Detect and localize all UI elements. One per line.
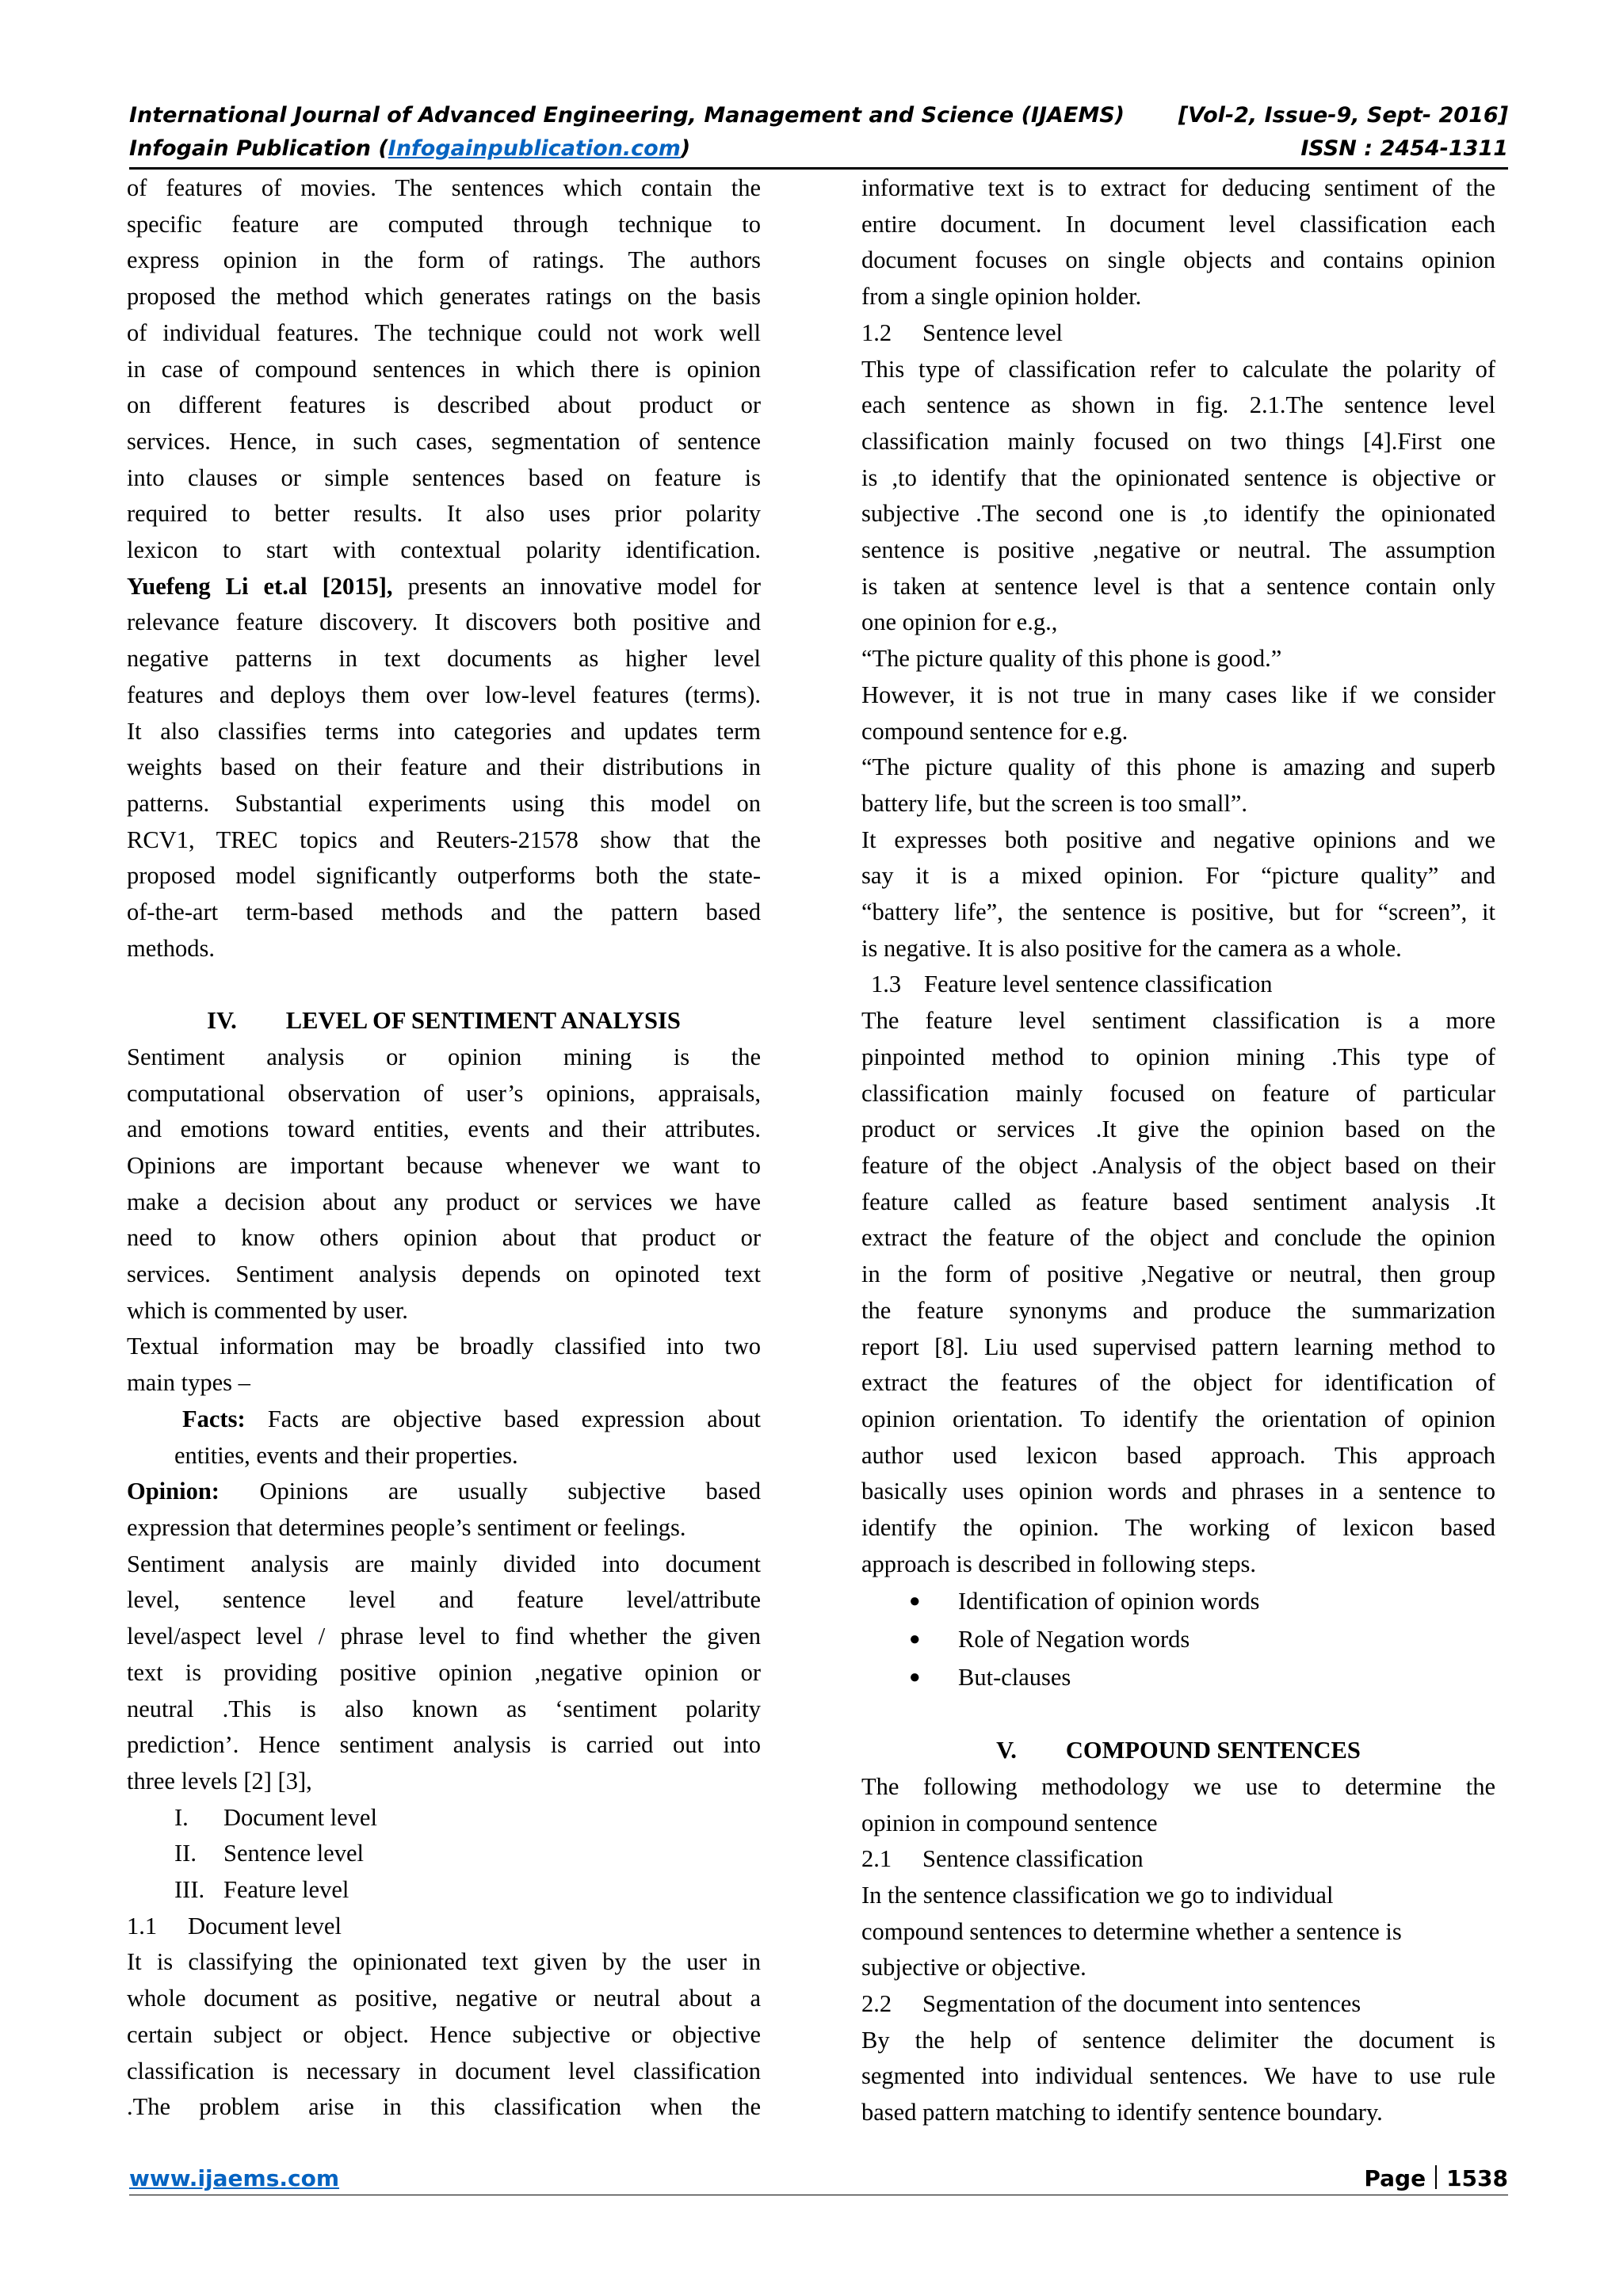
text-line: is taken at sentence level is that a sentence contain only (861, 572, 1495, 600)
text-line: services. Hence, in such cases, segmentation of sentence (127, 427, 761, 455)
facts-label: Facts: (182, 1405, 246, 1432)
text-line: segmented into individual sentences. We have to use rule (861, 2062, 1495, 2090)
text-line: proposed model significantly outperforms both the state- (127, 862, 761, 890)
publisher-link[interactable]: Infogainpublication.com (388, 136, 681, 161)
text-line: entities, events and their properties. (174, 1441, 518, 1469)
bullet-item: ● Role of Negation words (861, 1620, 1495, 1658)
subsection-heading: 1.2 Sentence level (861, 318, 1063, 346)
text-line: methods. (127, 934, 215, 962)
text-line: negative patterns in text documents as higher level (127, 645, 761, 673)
text-line: level, sentence level and feature level/attribute (127, 1586, 761, 1614)
text-line: The feature level sentiment classification is a more (861, 1007, 1495, 1035)
text-line: specific feature are computed through technique to (127, 210, 761, 238)
page-footer (129, 2163, 1508, 2195)
text-line: of-the-art term-based methods and the pattern based (127, 898, 761, 926)
text-line: required to better results. It also uses prior polarity (127, 500, 761, 528)
text-line: three levels [2] [3], (127, 1767, 312, 1794)
text-line: In the sentence classification we go to individual (861, 1881, 1334, 1909)
text-line: Opinions are important because whenever we want to (127, 1151, 761, 1179)
text-line: neutral .This is also known as ‘sentiment polarity (127, 1695, 761, 1722)
volume-info: [Vol-2, Issue-9, Sept- 2016] (1178, 103, 1508, 128)
bullet-icon: ● (909, 1629, 921, 1650)
text-line: compound sentence for e.g. (861, 717, 1128, 745)
quote-line: “The picture quality of this phone is good.” (861, 645, 1282, 673)
text-line: subjective .The second one is ,to identify the opinionated (861, 500, 1495, 528)
text-line: relevance feature discovery. It discovers both positive and (127, 608, 761, 636)
subsection-heading: 2.1 Sentence classification (861, 1845, 1144, 1873)
text-line: compound sentences to determine whether a sentence is (861, 1917, 1402, 1945)
text-line: of features of movies. The sentences which contain the (127, 174, 761, 201)
text-line: author used lexicon based approach. This approach (861, 1441, 1495, 1469)
text-line: one opinion for e.g., (861, 608, 1058, 636)
header-rule (129, 167, 1508, 170)
text-line: prediction’. Hence sentiment analysis is carried out into (127, 1731, 761, 1759)
level-list-item: II. Sentence level (174, 1840, 364, 1867)
website-link[interactable]: www.ijaems.com (129, 2165, 340, 2191)
text-line: entire document. In document level classification each (861, 210, 1495, 238)
text-line: RCV1, TREC topics and Reuters-21578 show that the (127, 826, 761, 853)
text-line: features and deploys them over low-level features (terms). (127, 681, 761, 708)
text-line: It expresses both positive and negative opinions and we (861, 826, 1495, 853)
text-line: informative text is to extract for deducing sentiment of the (861, 174, 1495, 201)
text-line: opinion orientation. To identify the orientation of opinion (861, 1405, 1495, 1432)
subsection-heading: 1.3 Feature level sentence classification (871, 971, 1273, 998)
text-line: lexicon to start with contextual polarity identification. (127, 536, 761, 564)
text-line: The following methodology we use to determine the (861, 1772, 1495, 1800)
journal-header-line1 (129, 101, 1508, 130)
level-list-item: I. Document level (174, 1803, 377, 1831)
left-column (127, 170, 761, 2126)
opinion-line: Opinion: Opinions are usually subjective based (127, 1478, 761, 1505)
text-line: say it is a mixed opinion. For “picture quality” and (861, 862, 1495, 890)
opinion-label: Opinion: (127, 1478, 220, 1505)
text-line: Sentiment analysis or opinion mining is the (127, 1043, 761, 1070)
bullet-icon: ● (909, 1591, 921, 1612)
text-line: Sentiment analysis are mainly divided into document (127, 1550, 761, 1577)
text-line: document focuses on single objects and contains opinion (861, 246, 1495, 274)
text-line: make a decision about any product or services we have (127, 1188, 761, 1215)
subsection-heading: 1.1 Document level (127, 1912, 342, 1939)
section-heading-iv: IV. LEVEL OF SENTIMENT ANALYSIS (207, 1007, 681, 1035)
text-line: This type of classification refer to calculate the polarity of (861, 355, 1495, 383)
quote-line: “The picture quality of this phone is amazing and superb (861, 753, 1495, 781)
text-line: opinion in compound sentence (861, 1809, 1158, 1836)
text-line: “battery life”, the sentence is positive, but for “screen”, it (861, 898, 1495, 926)
text-line: each sentence as shown in fig. 2.1.The sentence level (861, 391, 1495, 419)
text-line: product or services .It give the opinion based on the (861, 1116, 1495, 1143)
facts-line: Facts: Facts are objective based expression about (182, 1405, 761, 1432)
text-line: .The problem arise in this classification when the (127, 2093, 761, 2121)
text-line: certain subject or object. Hence subjective or objective (127, 2020, 761, 2048)
text-line: extract the features of the object for identification of (861, 1369, 1495, 1397)
journal-header-line2 (129, 135, 1508, 163)
text-line: which is commented by user. (127, 1296, 408, 1324)
text-line: identify the opinion. The working of lexicon based (861, 1514, 1495, 1542)
text-line: from a single opinion holder. (861, 283, 1142, 311)
right-column (861, 170, 1495, 2131)
publisher: Infogain Publication (Infogainpublication.com) (129, 136, 691, 161)
subsection-heading: 2.2 Segmentation of the document into sentences (861, 1990, 1361, 2018)
text-line: Textual information may be broadly classified into two (127, 1333, 761, 1360)
text-line: in case of compound sentences in which there is opinion (127, 355, 761, 383)
quote-line: battery life, but the screen is too small”. (861, 789, 1248, 817)
page-number: Page 1538 (1364, 2165, 1508, 2191)
text-line: based pattern matching to identify sentence boundary. (861, 2099, 1383, 2126)
text-line: However, it is not true in many cases like if we consider (861, 681, 1495, 708)
text-line: whole document as positive, negative or neutral about a (127, 1985, 761, 2012)
issn: ISSN : 2454-1311 (1300, 136, 1508, 161)
text-line: expression that determines people’s sentiment or feelings. (127, 1514, 686, 1541)
text-line: classification mainly focused on two things [4].First one (861, 427, 1495, 455)
text-line: into clauses or simple sentences based on feature is (127, 463, 761, 491)
text-line: of individual features. The technique could not work well (127, 318, 761, 346)
text-line: Yuefeng Li et.al [2015], presents an innovative model for (127, 572, 761, 600)
text-line: computational observation of user’s opinions, appraisals, (127, 1079, 761, 1107)
bullet-icon: ● (909, 1667, 921, 1688)
text-line: pinpointed method to opinion mining .This type of (861, 1043, 1495, 1070)
text-line: classification is necessary in document level classification (127, 2057, 761, 2084)
text-line: the feature synonyms and produce the summarization (861, 1296, 1495, 1324)
text-line: express opinion in the form of ratings. The authors (127, 246, 761, 274)
bullet-item: ● But-clauses (861, 1658, 1495, 1696)
text-line: proposed the method which generates ratings on the basis (127, 283, 761, 311)
text-line: It also classifies terms into categories and updates term (127, 717, 761, 745)
journal-title: International Journal of Advanced Engineering, Management and Science (IJAEMS) (129, 103, 1125, 128)
text-line: in the form of positive ,Negative or neutral, then group (861, 1261, 1495, 1288)
text-line: patterns. Substantial experiments using this model on (127, 789, 761, 817)
text-line: feature of the object .Analysis of the object based on their (861, 1151, 1495, 1179)
text-line: report [8]. Liu used supervised pattern learning method to (861, 1333, 1495, 1360)
text-line: subjective or objective. (861, 1954, 1086, 1981)
text-line: extract the feature of the object and conclude the opinion (861, 1224, 1495, 1252)
text-line: on different features is described about product or (127, 391, 761, 419)
text-line: is ,to identify that the opinionated sentence is objective or (861, 463, 1495, 491)
text-line: level/aspect level / phrase level to find whether the given (127, 1623, 761, 1650)
text-line: main types – (127, 1369, 250, 1397)
bullet-item: ● Identification of opinion words (861, 1582, 1495, 1620)
text-line: feature called as feature based sentiment analysis .It (861, 1188, 1495, 1215)
text-line: It is classifying the opinionated text given by the user in (127, 1948, 761, 1976)
text-line: and emotions toward entities, events and their attributes. (127, 1116, 761, 1143)
text-line: services. Sentiment analysis depends on opinoted text (127, 1261, 761, 1288)
text-line: is negative. It is also positive for the camera as a whole. (861, 934, 1402, 962)
text-line: classification mainly focused on feature of particular (861, 1079, 1495, 1107)
text-line: text is providing positive opinion ,negative opinion or (127, 1658, 761, 1686)
text-line: need to know others opinion about that product or (127, 1224, 761, 1252)
text-line: approach is described in following steps. (861, 1550, 1257, 1577)
text-line: basically uses opinion words and phrases in a sentence to (861, 1478, 1495, 1505)
section-heading-v: V. COMPOUND SENTENCES (996, 1737, 1361, 1764)
footer-separator (1435, 2165, 1437, 2189)
text-line: weights based on their feature and their distributions in (127, 753, 761, 781)
citation-author: Yuefeng Li et.al [2015], (127, 572, 393, 600)
level-list-item: III. Feature level (174, 1876, 349, 1904)
text-line: sentence is positive ,negative or neutral. The assumption (861, 536, 1495, 564)
text-line: By the help of sentence delimiter the document is (861, 2026, 1495, 2054)
